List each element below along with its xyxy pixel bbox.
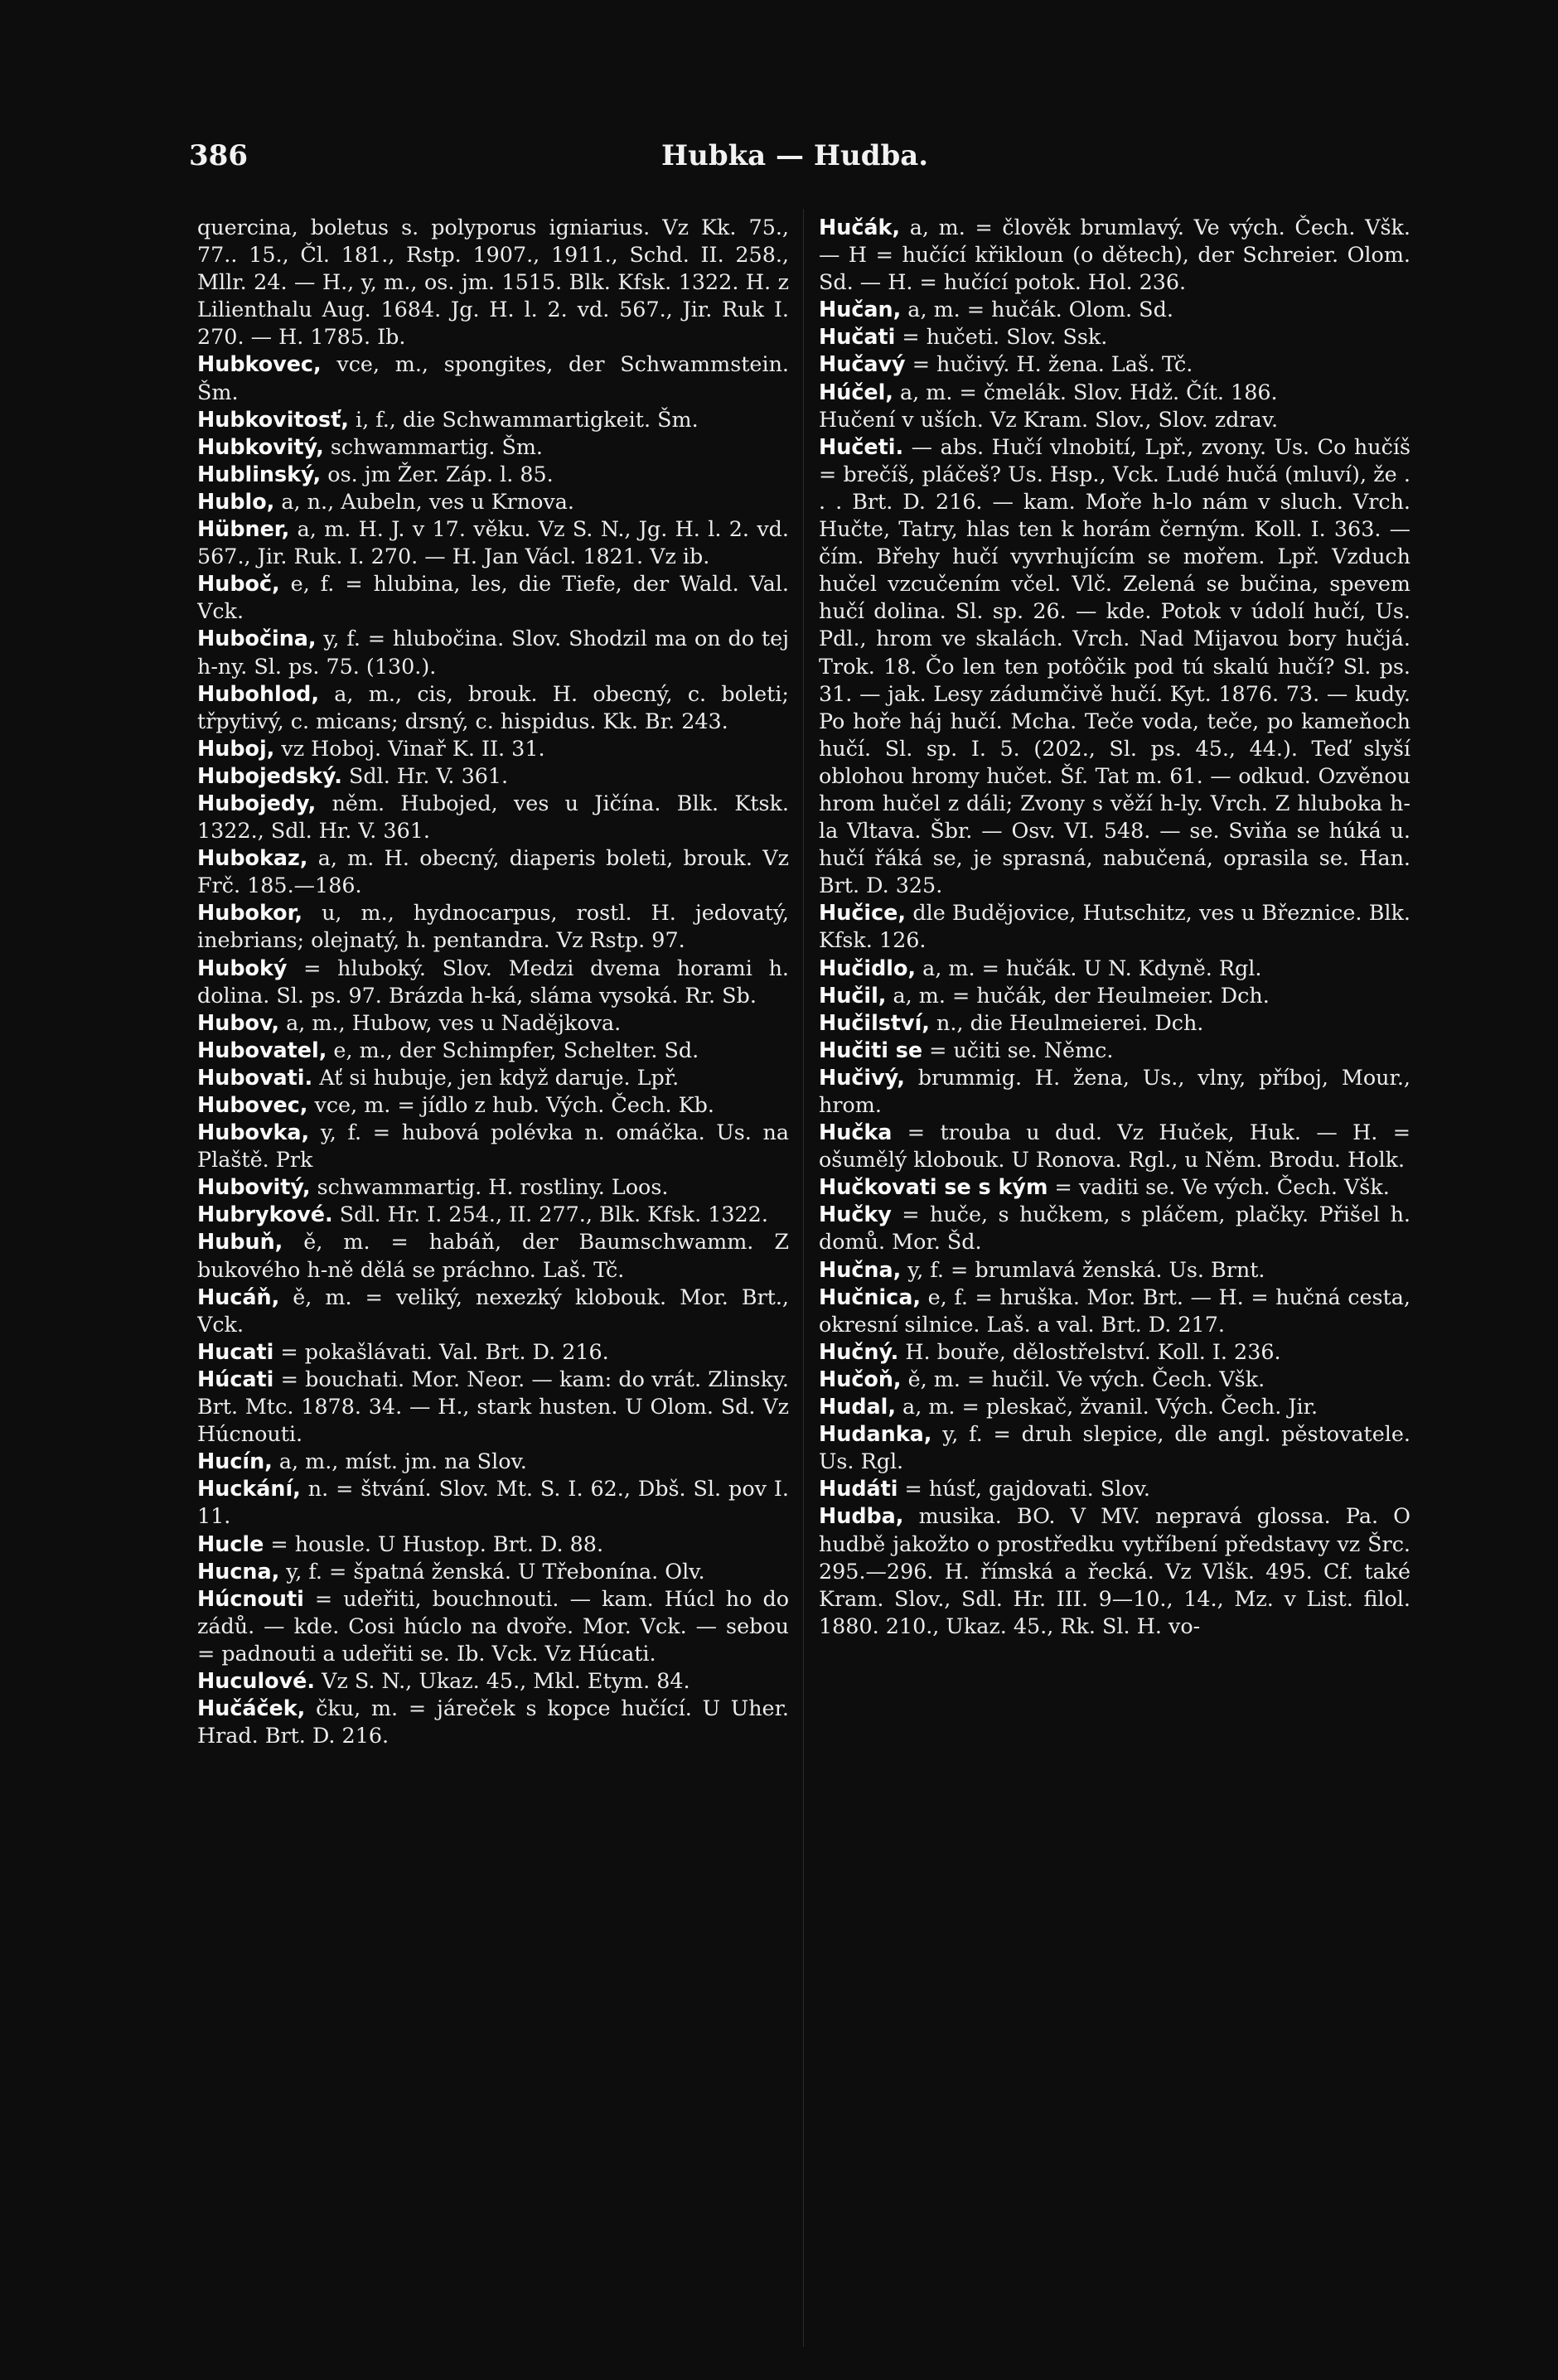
- entry-headword: Hubokaz,: [197, 845, 308, 871]
- entry-text: y, f. = špatná ženská. U Třebonína. Olv.: [279, 1558, 705, 1584]
- entry-headword: Hubovatel,: [197, 1037, 327, 1062]
- dictionary-entry: [819, 351, 1410, 378]
- dictionary-entry: [197, 1228, 789, 1283]
- entry-headword: Hučoň,: [819, 1366, 902, 1391]
- entry-text: n. = štvání. Slov. Mt. S. I. 62., Dbš. Sl. pov I. 11.: [197, 1476, 789, 1529]
- dictionary-entry: [819, 1284, 1410, 1338]
- entry-text: a, m. H. J. v 17. věku. Vz S. N., Jg. H. l. 2. vd. 567., Jir. Ruk. I. 270. — H. Jan Václ. 1821. Vz ib.: [197, 516, 789, 569]
- entry-text: y, f. = brumlavá ženská. Us. Brnt.: [901, 1256, 1265, 1282]
- entry-text: něm. Huboјed, ves u Jičína. Blk. Ktsk. 1322., Sdl. Hr. V. 361.: [197, 790, 789, 844]
- entry-headword: Hubovka,: [197, 1120, 310, 1145]
- entry-headword: Hubkovec,: [197, 351, 322, 377]
- entry-text: a, m., cis, brouk. H. obecný, c. boleti; třpytivý, c. micans; drsný, c. hispidus. Kk. Br. 243.: [197, 680, 789, 733]
- dictionary-entry: [197, 899, 789, 954]
- entry-text: a, n., Aubeln, ves u Krnova.: [274, 488, 574, 514]
- entry-headword: Hudáti: [819, 1476, 898, 1502]
- dictionary-entry: [197, 680, 789, 735]
- entry-text: os. jm Žer. Záp. l. 85.: [321, 461, 554, 486]
- dictionary-entry: [819, 1201, 1410, 1255]
- entry-headword: Huboký: [197, 955, 288, 980]
- entry-text: a, m. = hučák, der Heulmeier. Dch.: [886, 982, 1270, 1008]
- dictionary-entry: [197, 214, 789, 351]
- dictionary-entry: [819, 379, 1410, 406]
- dictionary-entry: [819, 1119, 1410, 1173]
- entry-headword: Hudba,: [819, 1503, 904, 1529]
- entry-text: a, m., míst. jm. na Slov.: [272, 1449, 527, 1474]
- entry-headword: Hučiti se: [819, 1037, 923, 1062]
- entry-headword: Hubkovitosť,: [197, 406, 349, 432]
- entry-headword: Hucle: [197, 1531, 264, 1556]
- left-column: [197, 214, 789, 2344]
- dictionary-entry: [197, 844, 789, 899]
- entry-text: y, f. = druh slepice, dle angl. pěstovatele. Us. Rgl.: [819, 1421, 1410, 1474]
- entry-headword: Hubov,: [197, 1009, 280, 1035]
- entry-headword: Hubokor,: [197, 900, 303, 926]
- entry-headword: Hučný.: [819, 1338, 899, 1364]
- dictionary-entry: [197, 1667, 789, 1695]
- entry-headword: Hubovati.: [197, 1064, 313, 1090]
- dictionary-entry: [197, 762, 789, 790]
- entry-text: ě, m. = veliký, neхezký klobouk. Mor. Brt., Vck.: [197, 1284, 789, 1337]
- entry-headword: Hučnica,: [819, 1284, 921, 1309]
- entry-text: schwammartig. Šm.: [323, 433, 543, 459]
- entry-headword: Hučeti.: [819, 433, 904, 459]
- entry-text: vz Hoboj. Vinař K. II. 31.: [274, 735, 545, 761]
- dictionary-entry: [197, 1448, 789, 1475]
- dictionary-entry: [197, 1119, 789, 1173]
- entry-text: = trouba u dud. Vz Huček, Huk. — H. = ošumělý klobouk. U Ronova. Rgl., u Něm. Brodu. Holk.: [819, 1120, 1410, 1173]
- entry-text: dle Budějovice, Hutschitz, ves u Březnice. Blk. Kfsk. 126.: [819, 900, 1410, 953]
- dictionary-entry: [819, 899, 1410, 954]
- dictionary-entry: [819, 955, 1410, 982]
- entry-text: Ať si hubuje, jen když daruje. Lpř.: [312, 1064, 680, 1090]
- entry-headword: Hucna,: [197, 1558, 280, 1584]
- dictionary-entry: [197, 406, 789, 433]
- entry-text: a, m. H. obecný, diaperis boleti, brouk. Vz Frč. 185.—186.: [197, 845, 789, 898]
- dictionary-entry: [819, 433, 1410, 900]
- entry-headword: Hučavý: [819, 351, 906, 377]
- entry-headword: Hubohlod,: [197, 680, 319, 706]
- entry-headword: Huboj,: [197, 735, 275, 761]
- entry-headword: Hučkovati se s kým: [819, 1174, 1048, 1200]
- entry-text: u, m., hydnocarpus, rostl. H. jedovatý, inebrians; olejnatý, h. pentandra. Vz Rstp. 97.: [197, 900, 789, 953]
- entry-text: = udeřiti, bouchnouti. — kam. Húcl ho do zádů. — kde. Cosi húclo na dvoře. Mor. Vck. — sebou = padnouti a udeřiti se. Ib. Vck. Vz Húcati.: [197, 1585, 789, 1666]
- entry-text: = húsť, gajdovati. Slov.: [898, 1476, 1150, 1502]
- entry-text: = huče, s hučkem, s pláčem, plačky. Přišel h. domů. Mor. Šd.: [819, 1202, 1410, 1255]
- dictionary-entry: [819, 214, 1410, 296]
- dictionary-entry: [197, 735, 789, 762]
- entry-headword: Hudal,: [819, 1394, 896, 1420]
- entry-headword: Hubojedský.: [197, 762, 342, 788]
- dictionary-entry: [197, 1695, 789, 1749]
- dictionary-entry: [197, 1201, 789, 1228]
- dictionary-entry: [819, 1064, 1410, 1119]
- entry-headword: Hučák,: [819, 215, 901, 239]
- entry-headword: Hudanka,: [819, 1421, 932, 1447]
- dictionary-entry: [197, 955, 789, 1009]
- entry-text: brummig. H. žena, Us., vlny, příboj, Mour., hrom.: [819, 1064, 1410, 1117]
- dictionary-entry: [197, 1475, 789, 1530]
- dictionary-entry: [819, 1393, 1410, 1420]
- dictionary-entry: [197, 570, 789, 625]
- entry-headword: Hučil,: [819, 982, 887, 1008]
- dictionary-entry: [197, 488, 789, 515]
- entry-text: n., die Heulmeierei. Dch.: [929, 1009, 1204, 1035]
- page-number: 386: [189, 139, 248, 172]
- entry-text: = housle. U Hustop. Brt. D. 88.: [264, 1531, 604, 1556]
- entry-text: e, m., der Schimpfer, Schelter. Sd.: [327, 1037, 699, 1062]
- dictionary-entry: [819, 406, 1410, 433]
- entry-text: = bouchati. Mor. Neor. — kam: do vrát. Zlinsky. Brt. Mtc. 1878. 34. — H., stark husten. U Olom. Sd. Vz Húcnouti.: [197, 1366, 789, 1447]
- dictionary-entry: [819, 982, 1410, 1009]
- entry-headword: Hučna,: [819, 1256, 902, 1282]
- entry-text: i, f., die Schwammartigkeit. Šm.: [348, 406, 699, 432]
- entry-text: Hučení v uších. Vz Kram. Slov., Slov. zdrav.: [819, 406, 1279, 432]
- entry-text: a, m. = hučák. U N. Kdyně. Rgl.: [916, 955, 1262, 980]
- dictionary-entry: [197, 1173, 789, 1201]
- dictionary-entry: [819, 1173, 1410, 1201]
- dictionary-entry: [819, 1256, 1410, 1284]
- dictionary-entry: [197, 625, 789, 680]
- entry-text: a, m. = hučák. Olom. Sd.: [901, 297, 1173, 322]
- entry-headword: Hubojedy,: [197, 790, 317, 815]
- dictionary-entry: [819, 1338, 1410, 1366]
- dictionary-entry: [197, 461, 789, 488]
- entry-headword: Hučivý,: [819, 1064, 905, 1090]
- entry-text: y, f. = hlubočina. Slov. Shodzil ma on do tej h-ny. Sl. ps. 75. (130.).: [197, 626, 789, 679]
- entry-headword: Hublo,: [197, 488, 275, 514]
- entry-headword: Hučidlo,: [819, 955, 917, 980]
- dictionary-entry: [197, 1558, 789, 1585]
- column-divider: [803, 209, 804, 2347]
- entry-headword: Hübner,: [197, 516, 290, 542]
- entry-text: musika. BO. V MV. nepravá glossa. Pa. O hudbě jakožto o prostředku vytříbení představy vz Šrc. 295.—296. H. římská a řecká. Vz Vlšk. 495. Cf. také Kram. Slov., Sdl. Hr. III. 9—10., 14., Mz. v List. filol. 1880. 210., Ukaz. 45., Rk. Sl. H. vo-: [819, 1503, 1410, 1638]
- dictionary-entry: [819, 1009, 1410, 1037]
- entry-text: a, m. = člověk brumlavý. Ve vých. Čech. Všk. — H = hučící křikloun (o dětech), der Schreier. Olom. Sd. — H. = hučící potok. Hol. 236.: [819, 215, 1410, 295]
- entry-text: — abs. Hučí vlnobití, Lpř., zvony. Us. Co hučíš = brečíš, pláčeš? Us. Hsp., Vck. Ludé hučá (mluví), že . . . Brt. D. 216. — kam. Moře h-lo nám v sluch. Vrch. Hučte, Tatry, hlas ten k horám černým. Koll. I. 363. — čím. Břehy hučí vyvrhujícím se mořem. Lpř. Vzduch hučel vzcučením včel. Vlč. Zelená se bučina, spevem hučí dolina. Sl. sp. 26. — kde. Potok v údolí hučí, Us. Pdl., hrom ve skalách. Vrch. Nad Mijavou bory hučjá. Trok. 18. Čo len ten potôčik pod tú skalú hučí? Sl. ps. 31. — jak. Lesy zádumčivě hučí. Kyt. 1876. 73. — kudy. Po hoře háj hučí. Mcha. Teče voda, teče, po kameňoch hučí. Sl. sp. I. 5. (202., Sl. ps. 45., 44.). Teď slyší oblohou hromy hučet. Šf. Tat m. 61. — odkud. Ozvěnou hrom hučel z dáli; Zvony s věží h-ly. Vrch. Z hluboka h-la Vltava. Šbr. — Osv. VI. 548. — se. Sviňa se húká u. hučí řáká se, je sprasná, nabučená, oprasila se. Han. Brt. D. 325.: [819, 433, 1410, 898]
- page-header: [189, 139, 1366, 189]
- dictionary-entry: [197, 790, 789, 844]
- entry-text: = hluboký. Slov. Medzi dvema horami h. dolina. Sl. ps. 97. Brázda h-ká, sláma vysoká. Rr. Sb.: [197, 955, 789, 1008]
- entry-headword: Húcati: [197, 1366, 274, 1391]
- entry-headword: Hučilství,: [819, 1009, 930, 1035]
- entry-text: Sdl. Hr. V. 361.: [341, 762, 509, 788]
- entry-headword: Hubovec,: [197, 1092, 308, 1117]
- entry-text: Vz S. N., Ukaz. 45., Mkl. Etym. 84.: [315, 1667, 690, 1693]
- entry-headword: Húcnouti: [197, 1585, 304, 1611]
- dictionary-entry: [819, 296, 1410, 323]
- dictionary-entry: [197, 1284, 789, 1338]
- entry-headword: Huboč,: [197, 571, 280, 597]
- entry-text: quercina, boletus s. polyporus igniarius. Vz Kk. 75., 77.. 15., Čl. 181., Rstp. 1907., 1911., Schd. II. 258., Mllr. 24. — H., y, m., os. jm. 1515. Blk. Kfsk. 1322. H. z Lilienthalu Aug. 1684. Jg. H. l. 2. vd. 567., Jir. Ruk I. 270. — H. 1785. Ib.: [197, 215, 789, 350]
- entry-headword: Húčel,: [819, 379, 893, 404]
- entry-text: = hučeti. Slov. Ssk.: [895, 324, 1108, 350]
- dictionary-entry: [197, 351, 789, 405]
- dictionary-entry: [819, 1420, 1410, 1475]
- entry-headword: Hublinský,: [197, 461, 322, 486]
- dictionary-entry: [197, 1037, 789, 1064]
- entry-text: Sdl. Hr. I. 254., II. 277., Blk. Kfsk. 1322.: [332, 1202, 768, 1227]
- right-column: [819, 214, 1410, 2344]
- entry-headword: Hucáň,: [197, 1284, 280, 1309]
- entry-text: vce, m. = jídlo z hub. Vých. Čech. Kb.: [307, 1092, 714, 1117]
- entry-text: = pokašlávati. Val. Brt. D. 216.: [273, 1338, 609, 1364]
- entry-text: = vaditi se. Ve vých. Čech. Všk.: [1048, 1174, 1390, 1200]
- dictionary-entry: [197, 433, 789, 461]
- entry-headword: Hučati: [819, 324, 896, 350]
- entry-text: vce, m., spongites, der Schwammstein. Šm.: [197, 351, 789, 404]
- dictionary-entry: [819, 1475, 1410, 1502]
- entry-text: e, f. = hruška. Mor. Brt. — H. = hučná cesta, okresní silnice. Laš. a val. Brt. D. 217.: [819, 1284, 1410, 1337]
- entry-text: y, f. = hubová polévka n. omáčka. Us. na Plaště. Prk: [197, 1120, 789, 1173]
- entry-text: H. bouře, dělostřelství. Koll. I. 236.: [898, 1338, 1281, 1364]
- entry-headword: Hubkovitý,: [197, 433, 324, 459]
- entry-text: ě, m. = hučil. Ve vých. Čech. Všk.: [901, 1366, 1265, 1391]
- entry-headword: Hucín,: [197, 1449, 273, 1474]
- entry-text: a, m. = pleskač, žvanil. Vých. Čech. Jir.: [895, 1394, 1318, 1420]
- dictionary-entry: [197, 1091, 789, 1119]
- entry-text: e, f. = hlubina, les, die Tiefe, der Wald. Val. Vck.: [197, 571, 789, 624]
- dictionary-entry: [197, 1585, 789, 1667]
- dictionary-entry: [819, 323, 1410, 351]
- entry-text: čku, m. = járeček s kopce hučící. U Uher. Hrad. Brt. D. 216.: [197, 1696, 789, 1749]
- entry-headword: Hučáček,: [197, 1696, 306, 1721]
- entry-headword: Hučka: [819, 1120, 893, 1145]
- entry-headword: Hučice,: [819, 900, 906, 926]
- entry-headword: Hubuň,: [197, 1229, 283, 1255]
- dictionary-entry: [197, 1064, 789, 1091]
- dictionary-entry: [197, 1366, 789, 1448]
- entry-text: a, m., Hubow, ves u Nadějkova.: [279, 1009, 622, 1035]
- entry-headword: Huculové.: [197, 1667, 316, 1693]
- entry-headword: Hučan,: [819, 297, 902, 322]
- entry-headword: Hucati: [197, 1338, 274, 1364]
- dictionary-entry: [819, 1366, 1410, 1393]
- entry-text: = hučivý. H. žena. Laš. Tč.: [905, 351, 1193, 377]
- entry-headword: Hubrykové.: [197, 1202, 333, 1227]
- entry-headword: Huckání,: [197, 1476, 301, 1502]
- dictionary-entry: [819, 1502, 1410, 1639]
- dictionary-entry: [819, 1037, 1410, 1064]
- entry-text: a, m. = čmelák. Slov. Hdž. Čít. 186.: [893, 379, 1278, 404]
- entry-headword: Hučky: [819, 1202, 892, 1227]
- running-head: Hubka — Hudba.: [661, 139, 929, 172]
- dictionary-entry: [197, 515, 789, 570]
- entry-text: schwammartig. H. rostliny. Loos.: [310, 1174, 669, 1200]
- entry-text: = učiti se. Němc.: [922, 1037, 1114, 1062]
- entry-headword: Hubovitý,: [197, 1174, 311, 1200]
- entry-headword: Hubočina,: [197, 626, 317, 651]
- dictionary-entry: [197, 1531, 789, 1558]
- entry-text: ě, m. = habáň, der Baumschwamm. Z bukového h-ně dělá se práchno. Laš. Tč.: [197, 1229, 789, 1282]
- dictionary-entry: [197, 1338, 789, 1366]
- dictionary-entry: [197, 1009, 789, 1037]
